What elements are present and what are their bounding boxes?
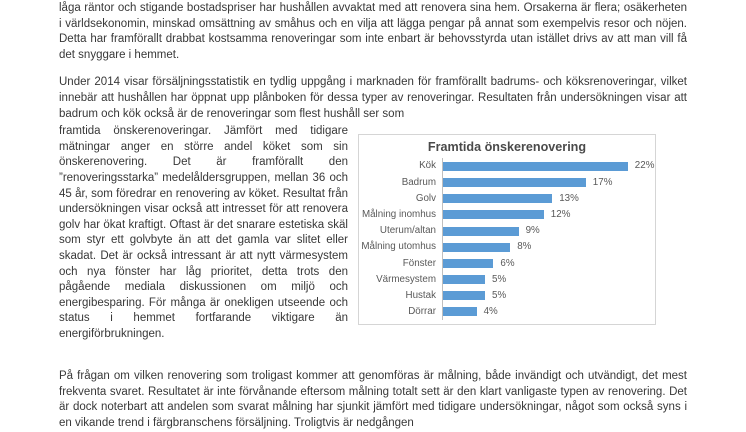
chart-bar	[443, 210, 544, 219]
chart-value-label: 12%	[550, 209, 571, 221]
chart-row	[359, 207, 655, 223]
chart-bar-area	[442, 271, 655, 287]
chart-value-label: 9%	[525, 225, 540, 237]
chart-category-label: Uterum/altan	[379, 225, 436, 237]
chart-bar-area	[442, 174, 655, 190]
chart-value-label: 22%	[634, 160, 655, 172]
chart-value-label: 4%	[483, 306, 498, 318]
chart-bar-area	[442, 239, 655, 255]
chart-row	[359, 239, 655, 255]
chart-value-label: 5%	[492, 289, 507, 301]
chart-category-label: Golv	[415, 192, 436, 204]
text-chart-wrap-section	[59, 122, 687, 360]
chart-category-label: Badrum	[401, 176, 436, 188]
chart-row	[359, 288, 655, 304]
paragraph-intro: låga räntor och stigande bostadspriser har hushållen avvaktat med att renovera sina hem. Orsakerna är flera; osäkerheten i världsekonomin, minskad omsättning av småhus och en vilja att lägga pengar på annat som exempelvis resor och nöjen. Detta har framförallt drabbat kostsamma renoveringar som inte enbart är behovsstyrda utan istället drivs av att man vill få det snyggare i hemmet.	[59, 2, 687, 61]
chart-plot-area	[359, 158, 655, 320]
chart-bar	[443, 291, 485, 300]
chart-row	[359, 304, 655, 320]
chart-value-label: 5%	[492, 273, 507, 285]
chart-bar-area	[442, 207, 655, 223]
chart-bar-area	[442, 191, 655, 207]
chart-framtida-onskerenovering	[358, 134, 656, 325]
chart-row	[359, 158, 655, 174]
chart-value-label: 6%	[500, 257, 515, 269]
chart-row	[359, 174, 655, 190]
chart-category-label: Kök	[419, 160, 436, 172]
chart-bar-area	[442, 223, 655, 239]
chart-category-label: Målning utomhus	[361, 241, 436, 253]
paragraph-trend-part1: Under 2014 visar försäljningsstatistik en tydlig uppgång i marknaden för framförallt badrums- och köksrenoveringar, vilket innebär att hushållen har öppnat upp plånboken för dessa typer av renoveringar. Resultaten från undersökningen visar att badrum och kök också är de renoveringar som flest hushåll ser som	[59, 76, 687, 120]
chart-bar	[443, 178, 586, 187]
chart-category-label: Målning inomhus	[361, 209, 436, 221]
chart-row	[359, 271, 655, 287]
paragraph-painting: På frågan om vilken renovering som troligast kommer att genomföras är målning, både invändigt och utvändigt, det mest frekventa svaret. Resultatet är inte förvånande eftersom målning totalt sett är den klart vanligaste typen av renovering. Det är dock noterbart att andelen som svarat målning har sjunkit jämfört med tidigare undersökningar, något som också syns i en vikande trend i färgbranschens försäljning. Troligtvis är nedgången	[59, 370, 687, 429]
chart-bar	[443, 162, 628, 171]
chart-category-label: Värmesystem	[376, 273, 436, 285]
chart-bar	[443, 259, 493, 268]
paragraph-trend-part2: framtida önskerenoveringar. Jämfört med tidigare mätningar anger en större andel köket som sin önskerenovering. Det är framförallt den ”renoveringsstarka” medelåldersgruppen, mellan 36 och 45 år, som föredrar en renovering av köket. Resultat från undersökningen visar också att intresset för att renovera golv har ökat kraftigt. Oftast är det snarare estetiska skäl som styr ett golvbyte än att det gamla var slitet eller skadat. Det är också intressant är att nytt värmesystem och nya fönster har låg prioritet, detta trots den pågående mediala diskussionen om miljö och energibesparing. För många är onekligen utseende och status i hemmet fortfarande viktigare än energiförbrukningen.	[59, 125, 348, 340]
chart-category-label: Fönster	[402, 257, 436, 269]
chart-title: Framtida önskerenovering	[427, 140, 587, 155]
chart-bar-area	[442, 304, 655, 320]
chart-bar	[443, 307, 477, 316]
chart-category-label: Hustak	[405, 289, 436, 301]
chart-bar	[443, 243, 510, 252]
chart-bar-area	[442, 255, 655, 271]
chart-row	[359, 223, 655, 239]
chart-category-label: Dörrar	[408, 306, 436, 318]
chart-bar-area	[442, 158, 655, 174]
chart-row	[359, 255, 655, 271]
chart-row	[359, 191, 655, 207]
chart-bar	[443, 194, 552, 203]
chart-value-label: 13%	[559, 192, 579, 204]
chart-bar-area	[442, 288, 655, 304]
chart-bar	[443, 275, 485, 284]
chart-value-label: 17%	[592, 176, 613, 188]
chart-value-label: 8%	[517, 241, 532, 253]
chart-bar	[443, 227, 519, 236]
